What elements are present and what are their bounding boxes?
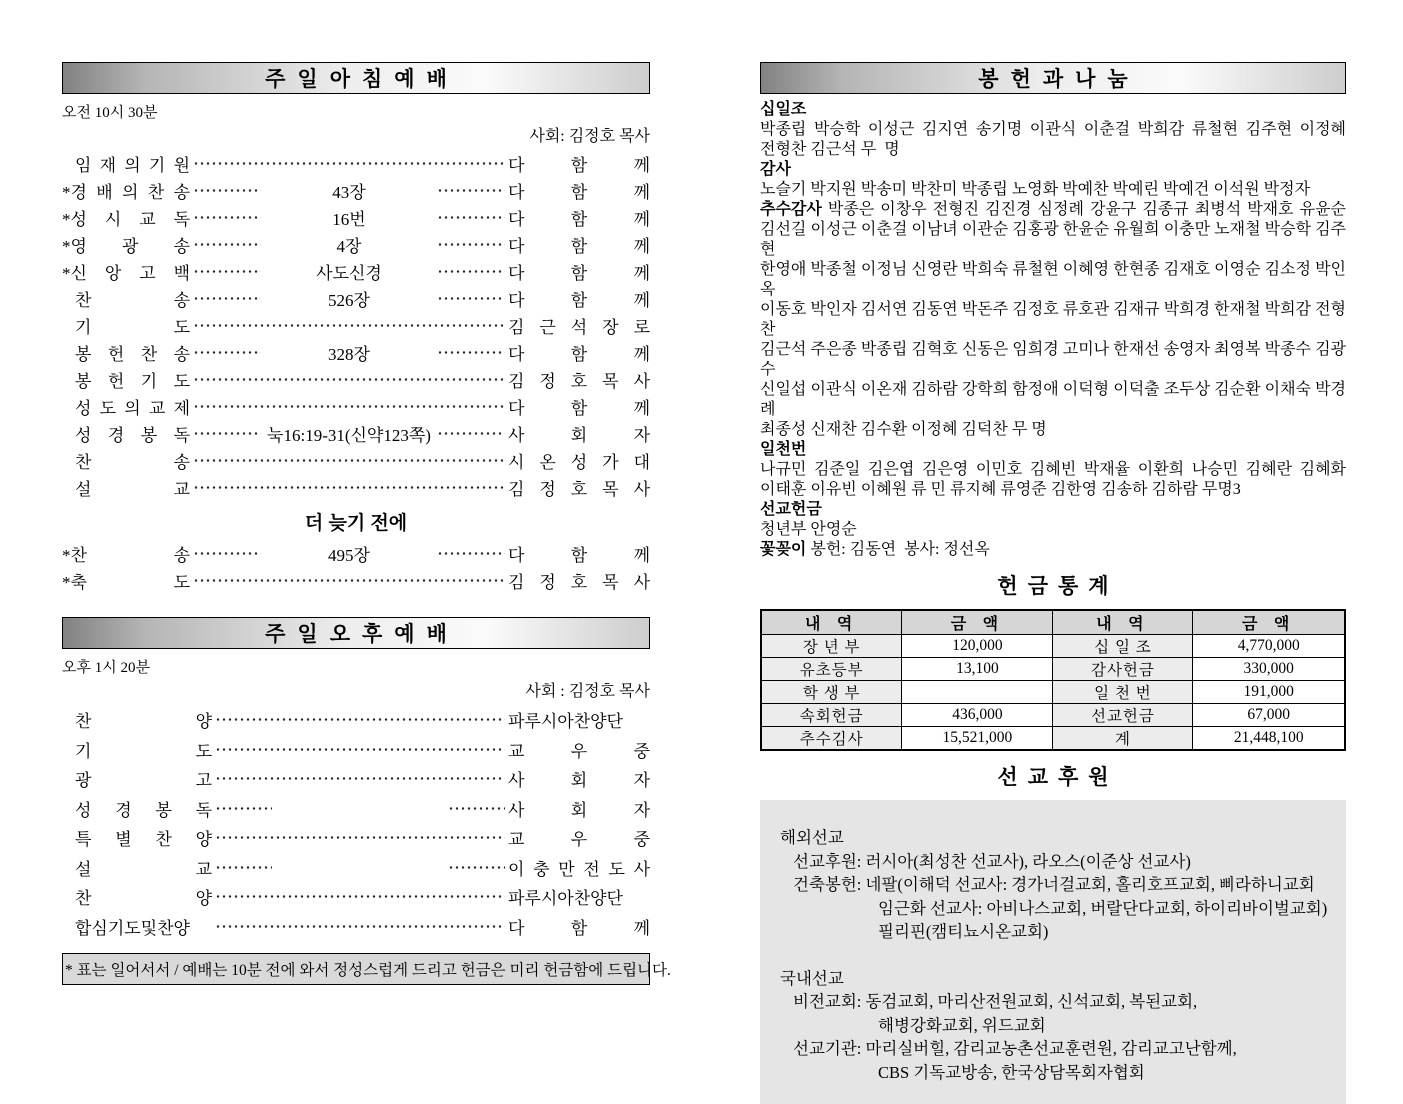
sermon-title: 더 늦기 전에 bbox=[304, 513, 408, 534]
worship-item-person: 이 충 만 전 도 사 bbox=[508, 859, 650, 879]
worship-item-row bbox=[62, 540, 650, 567]
stats-label-cell: 학 생 부 bbox=[761, 681, 902, 704]
worship-item-person: 사 회 자 bbox=[508, 800, 650, 820]
worship-item-person: 파루시아찬양단 bbox=[508, 712, 623, 732]
worship-item-row bbox=[62, 882, 650, 912]
stats-amount-cell: 120,000 bbox=[902, 635, 1053, 658]
worship-item-row bbox=[62, 764, 650, 794]
worship-item-value: 16번 bbox=[332, 210, 366, 229]
mission-category: 국내선교 bbox=[780, 968, 844, 988]
stats-label-cell: 유초등부 bbox=[761, 658, 902, 681]
leader-dots bbox=[193, 294, 261, 303]
worship-item-person: 다 함 께 bbox=[508, 183, 650, 202]
offering-stats-table bbox=[760, 609, 1346, 751]
worship-item-person: 다 함 께 bbox=[508, 399, 650, 418]
worship-item-person: 사 회 자 bbox=[508, 771, 650, 791]
leader-dots bbox=[448, 804, 505, 813]
worship-item-row bbox=[62, 285, 650, 312]
stats-amount-cell: 13,100 bbox=[902, 658, 1053, 681]
leader-dots bbox=[215, 892, 505, 901]
leader-dots bbox=[193, 576, 505, 585]
stats-label-cell: 추수김사 bbox=[761, 727, 902, 751]
offering-names-line: 신일섭 이관식 이온재 김하람 강학희 함정애 이덕형 이덕출 조두상 김순환 이채숙 박경례 bbox=[760, 381, 1346, 418]
morning-closing-list bbox=[62, 540, 650, 594]
offering-names-line: 김선길 이성근 이춘걸 이남녀 이관순 김홍광 한윤순 유월희 이충만 노재철 박승학 김주현 bbox=[760, 221, 1346, 258]
stats-header-cell: 금 액 bbox=[902, 610, 1053, 635]
worship-item-person: 다 함 께 bbox=[508, 264, 650, 283]
worship-item-person: 파루시아찬양단 bbox=[508, 889, 623, 909]
worship-item-row bbox=[62, 420, 650, 447]
stats-header-row bbox=[761, 610, 1345, 635]
stats-label-cell: 장 년 부 bbox=[761, 635, 902, 658]
leader-dots bbox=[193, 267, 261, 276]
worship-item-row bbox=[62, 705, 650, 735]
worship-item-row bbox=[62, 474, 650, 501]
worship-item-label: *영 광 송 bbox=[62, 237, 190, 256]
offering-names-line: 노슬기 박지원 박송미 박찬미 박종립 노영화 박예찬 박예린 박예건 이석원 박정자 bbox=[760, 181, 1311, 198]
worship-item-person: 다 함 께 bbox=[508, 918, 650, 938]
leader-dots bbox=[193, 402, 505, 411]
mission-support-title: 선교후원 bbox=[997, 766, 1119, 789]
mission-line-list bbox=[760, 826, 1346, 1084]
stats-amount-cell: 4,770,000 bbox=[1193, 635, 1345, 658]
worship-item-person: 김 정 호 목 사 bbox=[508, 372, 650, 391]
offering-heading: 감사 bbox=[760, 161, 791, 178]
worship-item-person: 다 함 께 bbox=[508, 546, 650, 565]
mission-line: 필리핀(캠티뇨시온교회) bbox=[878, 922, 1049, 941]
worship-item-label: 특 별 찬 양 bbox=[75, 830, 212, 850]
worship-item-label: 봉 헌 찬 송 bbox=[75, 345, 190, 364]
worship-item-person: 교 우 중 bbox=[508, 830, 650, 850]
offering-subheading: 추수감사 bbox=[760, 201, 822, 218]
worship-item-row bbox=[62, 177, 650, 204]
mission-line: 해병강화교회, 위드교회 bbox=[878, 1015, 1046, 1035]
stats-amount-cell: 21,448,100 bbox=[1193, 727, 1345, 751]
leader-dots bbox=[437, 429, 505, 438]
offering-subheading: 꽃꽂이 bbox=[760, 541, 807, 558]
worship-item-value: 4장 bbox=[336, 237, 362, 256]
worship-item-person: 김 정 호 목 사 bbox=[508, 573, 650, 592]
worship-item-label: *신 앙 고 백 bbox=[62, 264, 190, 283]
leader-dots bbox=[193, 348, 261, 357]
mission-line: CBS 기독교방송, 한국상담목회자협회 bbox=[878, 1062, 1145, 1082]
leader-dots bbox=[193, 483, 505, 492]
worship-item-row bbox=[62, 150, 650, 177]
offering-names-line: 전형찬 김근석 무 명 bbox=[760, 141, 900, 158]
leader-dots bbox=[193, 240, 261, 249]
offering-names-line: 최종성 신재찬 김수환 이정혜 김덕찬 무 명 bbox=[760, 421, 1047, 438]
worship-item-label: *찬 송 bbox=[62, 546, 190, 565]
leader-dots bbox=[437, 213, 505, 222]
leader-dots bbox=[193, 213, 261, 222]
worship-item-label: 임 재 의 기 원 bbox=[75, 156, 190, 175]
worship-item-row bbox=[62, 823, 650, 853]
offering-names-line: 박종립 박승학 이성근 김지연 송기명 이관식 이춘걸 박희감 류철현 김주현 이정혜 bbox=[760, 121, 1346, 138]
worship-item-row bbox=[62, 204, 650, 231]
offering-names-line: 김근석 주은종 박종립 김혁호 신동은 임희경 고미나 한재선 송영자 최영복 박종수 김광수 bbox=[760, 341, 1346, 378]
stats-table-body bbox=[761, 635, 1345, 751]
stats-row bbox=[761, 658, 1345, 681]
morning-service-mc: 사회: 김정호 목사 bbox=[529, 128, 650, 145]
leader-dots bbox=[215, 922, 505, 931]
offering-heading: 일천번 bbox=[760, 441, 807, 458]
worship-item-label: 기 도 bbox=[75, 318, 190, 337]
leader-dots bbox=[193, 159, 505, 168]
morning-service-header-bar bbox=[62, 62, 650, 94]
stats-header-cell: 내 역 bbox=[761, 610, 902, 635]
afternoon-service-mc: 사회 : 김정호 목사 bbox=[525, 683, 650, 700]
leader-dots bbox=[437, 294, 505, 303]
offering-names-line: 이태훈 이유빈 이혜원 류 민 류지혜 류영준 김한영 김송하 김하람 무명3 bbox=[760, 481, 1241, 498]
stats-row bbox=[761, 681, 1345, 704]
stats-label-cell: 십 일 조 bbox=[1053, 635, 1193, 658]
offering-names-line: 꽃꽂이 봉헌: 김동연 봉사: 정선옥 bbox=[760, 541, 990, 558]
leader-dots bbox=[193, 321, 505, 330]
worship-item-label: 성 도 의 교 제 bbox=[75, 399, 190, 418]
offering-stats-title: 헌금통계 bbox=[997, 575, 1119, 598]
worship-item-person: 다 함 께 bbox=[508, 156, 650, 175]
worship-item-label: 찬 양 bbox=[75, 889, 212, 909]
stats-header-cell: 금 액 bbox=[1193, 610, 1345, 635]
worship-item-value: 526장 bbox=[328, 291, 370, 310]
offering-names-line: 한영애 박종철 이정님 신영란 박희숙 류철현 이혜영 한현종 김재호 이영순 김소정 박인옥 bbox=[760, 261, 1346, 298]
offering-header-bar bbox=[760, 62, 1346, 94]
leader-dots bbox=[215, 774, 505, 783]
worship-item-person: 다 함 께 bbox=[508, 237, 650, 256]
offering-names-line: 나규민 김준일 김은엽 김은영 이민호 김혜빈 박재율 이환희 나승민 김혜란 김혜화 bbox=[760, 461, 1346, 478]
worship-item-label: *축 도 bbox=[62, 573, 190, 592]
leader-dots bbox=[193, 549, 261, 558]
worship-item-person: 시 온 성 가 대 bbox=[508, 453, 650, 472]
afternoon-service-time: 오후 1시 20분 bbox=[62, 660, 150, 676]
stats-row bbox=[761, 727, 1345, 751]
left-column bbox=[62, 62, 671, 985]
worship-item-value: 사도신경 bbox=[316, 264, 382, 283]
worship-item-value: 43장 bbox=[332, 183, 366, 202]
leader-dots bbox=[215, 833, 505, 842]
mission-category: 해외선교 bbox=[780, 828, 844, 847]
worship-item-row bbox=[62, 567, 650, 594]
stats-amount-cell: 330,000 bbox=[1193, 658, 1345, 681]
worship-item-row bbox=[62, 794, 650, 824]
worship-item-label: *성 시 교 독 bbox=[62, 210, 190, 229]
offering-names-line: 이동호 박인자 김서연 김동연 박돈주 김정호 류호관 김재규 박희경 한재철 박희감 전형찬 bbox=[760, 301, 1346, 338]
service-footer-note: * 표는 일어서서 / 예배는 10분 전에 와서 정성스럽게 드리고 헌금은 미리 헌금함에 드립니다. bbox=[62, 953, 650, 985]
offering-section-title: 봉헌과나눔 bbox=[978, 68, 1140, 91]
stats-label-cell: 속회헌금 bbox=[761, 704, 902, 727]
leader-dots bbox=[437, 549, 505, 558]
leader-dots bbox=[193, 456, 505, 465]
worship-item-row bbox=[62, 735, 650, 765]
leader-dots bbox=[437, 348, 505, 357]
worship-item-label: *경 배 의 찬 송 bbox=[62, 183, 190, 202]
mission-line: 선교후원: 러시아(최성찬 선교사), 라오스(이준상 선교사) bbox=[793, 851, 1191, 871]
worship-item-row bbox=[62, 393, 650, 420]
stats-amount-cell: 67,000 bbox=[1193, 704, 1345, 727]
stats-row bbox=[761, 635, 1345, 658]
offering-name-list bbox=[760, 100, 1346, 560]
stats-amount-cell bbox=[902, 681, 1053, 704]
stats-amount-cell: 191,000 bbox=[1193, 681, 1345, 704]
worship-item-value: 495장 bbox=[328, 546, 370, 565]
worship-item-row bbox=[62, 853, 650, 883]
leader-dots bbox=[437, 186, 505, 195]
stats-label-cell: 선교헌금 bbox=[1053, 704, 1193, 727]
leader-dots bbox=[437, 267, 505, 276]
worship-item-label: 광 고 bbox=[75, 771, 212, 791]
worship-item-row bbox=[62, 339, 650, 366]
worship-item-row bbox=[62, 312, 650, 339]
worship-item-label: 찬 송 bbox=[75, 453, 190, 472]
worship-item-label: 성 경 봉 독 bbox=[75, 426, 190, 445]
stats-amount-cell: 15,521,000 bbox=[902, 727, 1053, 751]
mission-line: 비전교회: 동검교회, 마리산전원교회, 신석교회, 복된교회, bbox=[793, 992, 1198, 1011]
worship-item-label: 찬 송 bbox=[75, 291, 190, 310]
leader-dots bbox=[215, 863, 272, 872]
worship-item-person: 다 함 께 bbox=[508, 345, 650, 364]
worship-item-person: 다 함 께 bbox=[508, 210, 650, 229]
worship-item-person: 김 근 석 장 로 bbox=[508, 318, 650, 337]
offering-names-line: 추수감사 박종은 이창우 전형진 김진경 심정례 강윤구 김종규 최병석 박재호 유윤순 bbox=[760, 201, 1346, 218]
mission-line: 건축봉헌: 네팔(이해덕 선교사: 경가너걸교회, 홀리호프교회, 삐라하니교회 bbox=[793, 875, 1315, 894]
worship-item-person: 다 함 께 bbox=[508, 291, 650, 310]
offering-heading: 십일조 bbox=[760, 101, 807, 118]
worship-item-row bbox=[62, 366, 650, 393]
worship-item-label: 설 교 bbox=[75, 859, 212, 879]
worship-item-row bbox=[62, 231, 650, 258]
stats-label-cell: 감사헌금 bbox=[1053, 658, 1193, 681]
mission-line: 임근화 선교사: 아비나스교회, 버랄단다교회, 하이리바이벌교회) bbox=[878, 898, 1328, 918]
leader-dots bbox=[193, 375, 505, 384]
stats-amount-cell: 436,000 bbox=[902, 704, 1053, 727]
mission-blank-line bbox=[760, 944, 1346, 967]
worship-item-label: 봉 헌 기 도 bbox=[75, 372, 190, 391]
worship-item-row bbox=[62, 912, 650, 942]
offering-names-line: 청년부 안영순 bbox=[760, 521, 857, 538]
worship-item-value: 눅16:19-31(신약123쪽) bbox=[267, 426, 431, 445]
stats-label-cell: 계 bbox=[1053, 727, 1193, 751]
leader-dots bbox=[448, 863, 505, 872]
stats-row bbox=[761, 704, 1345, 727]
worship-item-person: 사 회 자 bbox=[508, 426, 650, 445]
worship-item-row bbox=[62, 258, 650, 285]
worship-item-label: 성 경 봉 독 bbox=[75, 800, 212, 820]
worship-item-value: 328장 bbox=[328, 345, 370, 364]
worship-item-label: 찬 양 bbox=[75, 712, 212, 732]
worship-item-row bbox=[62, 447, 650, 474]
leader-dots bbox=[193, 429, 261, 438]
worship-item-label: 합심기도및찬양 bbox=[75, 918, 190, 938]
right-column bbox=[760, 62, 1346, 1104]
leader-dots bbox=[215, 745, 505, 754]
afternoon-service-title: 주일오후예배 bbox=[265, 623, 459, 646]
stats-header-cell: 내 역 bbox=[1053, 610, 1193, 635]
morning-service-time: 오전 10시 30분 bbox=[62, 105, 158, 121]
afternoon-worship-list bbox=[62, 705, 650, 941]
morning-service-title: 주일아침예배 bbox=[265, 68, 459, 91]
leader-dots bbox=[437, 240, 505, 249]
mission-line: 선교기관: 마리실버힐, 감리교농촌선교훈련원, 감리교고난함께, bbox=[793, 1039, 1237, 1058]
morning-worship-list bbox=[62, 150, 650, 501]
worship-item-person: 김 정 호 목 사 bbox=[508, 480, 650, 499]
leader-dots bbox=[193, 186, 261, 195]
worship-item-label: 기 도 bbox=[75, 741, 212, 761]
worship-item-label: 설 교 bbox=[75, 480, 190, 499]
stats-label-cell: 일 천 번 bbox=[1053, 681, 1193, 704]
offering-heading: 선교헌금 bbox=[760, 501, 822, 518]
leader-dots bbox=[215, 804, 272, 813]
mission-support-box bbox=[760, 800, 1346, 1104]
afternoon-service-header-bar bbox=[62, 617, 650, 649]
worship-item-person: 교 우 중 bbox=[508, 741, 650, 761]
leader-dots bbox=[215, 715, 505, 724]
